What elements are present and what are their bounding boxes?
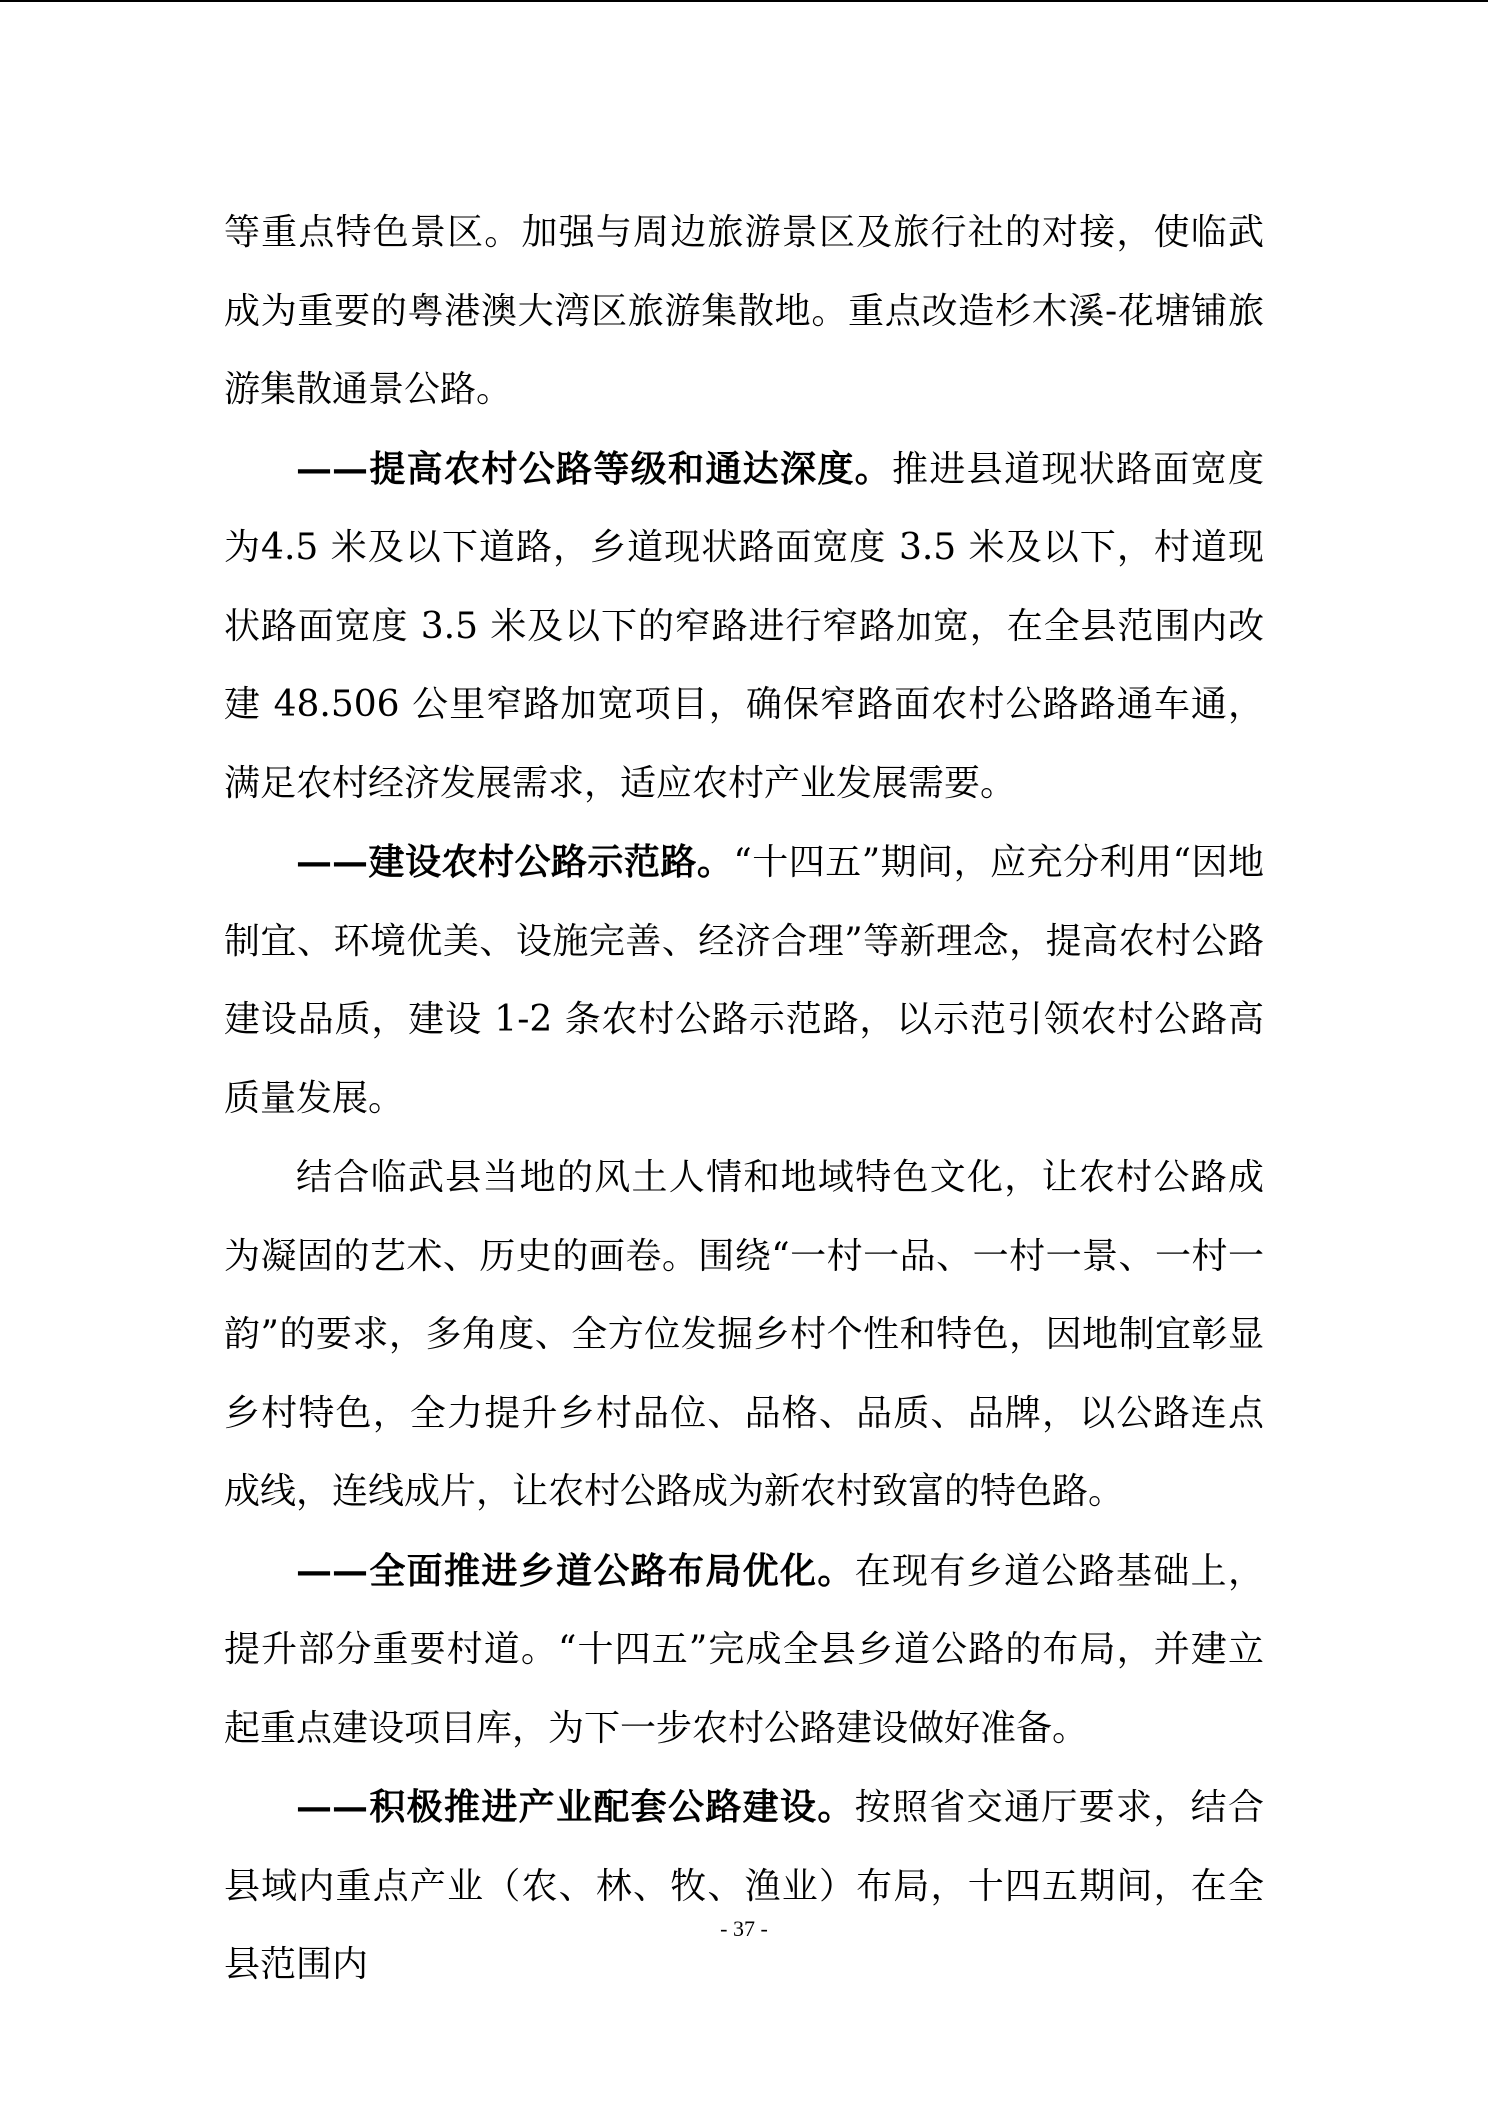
paragraph-lead: ——建设农村公路示范路。: [296, 841, 734, 883]
paragraph-text: 按照省交通厅要求，结合县域内重点产业（农、林、牧、渔业）布局，十四五期间，在全县范围内: [224, 1787, 1264, 1985]
paragraph-text: 结合临武县当地的风土人情和地域特色文化，让农村公路成为凝固的艺术、历史的画卷。围绕“一村一品、一村一景、一村一韵”的要求，多角度、全方位发掘乡村个性和特色，因地制宜彰显乡村特色，全力提升乡村品位、品格、品质、品牌，以公路连点成线，连线成片，让农村公路成为新农村致富的特色路。: [224, 1157, 1264, 1512]
document-body: [224, 193, 1264, 2005]
paragraph-demo-road: [224, 823, 1264, 1138]
paragraph-industry-roads: [224, 1768, 1264, 2005]
top-border-line: [0, 0, 1488, 2]
paragraph-lead: ——全面推进乡道公路布局优化。: [296, 1549, 855, 1592]
paragraph-text: “十四五”期间，应充分利用“因地制宜、环境优美、设施完善、经济合理”等新理念，提高农村公路建设品质，建设 1-2 条农村公路示范路，以示范引领农村公路高质量发展。: [224, 842, 1264, 1119]
paragraph-road-grade: [224, 430, 1264, 824]
page-number: - 37 -: [720, 1916, 768, 1941]
paragraph-lead: ——积极推进产业配套公路建设。: [296, 1786, 855, 1828]
paragraph-local-culture: [224, 1138, 1264, 1532]
paragraph-scenic-areas: [224, 193, 1264, 430]
paragraph-text: 在现有乡道公路基础上，提升部分重要村道。“十四五”完成全县乡道公路的布局，并建立起重点建设项目库，为下一步农村公路建设做好准备。: [224, 1550, 1264, 1749]
paragraph-text: 推进县道现状路面宽度为4.5 米及以下道路，乡道现状路面宽度 3.5 米及以下，村道现状路面宽度 3.5 米及以下的窄路进行窄路加宽，在全县范围内改建 48.506 公里窄路加宽项目，确保窄路面农村公路路通车通，满足农村经济发展需求，适应农村产业发展需要。: [224, 448, 1264, 804]
paragraph-lead: ——提高农村公路等级和通达深度。: [296, 447, 892, 490]
paragraph-township-layout: [224, 1532, 1264, 1769]
paragraph-text: 等重点特色景区。加强与周边旅游景区及旅行社的对接，使临武成为重要的粤港澳大湾区旅游集散地。重点改造杉木溪-花塘铺旅游集散通景公路。: [224, 212, 1264, 410]
